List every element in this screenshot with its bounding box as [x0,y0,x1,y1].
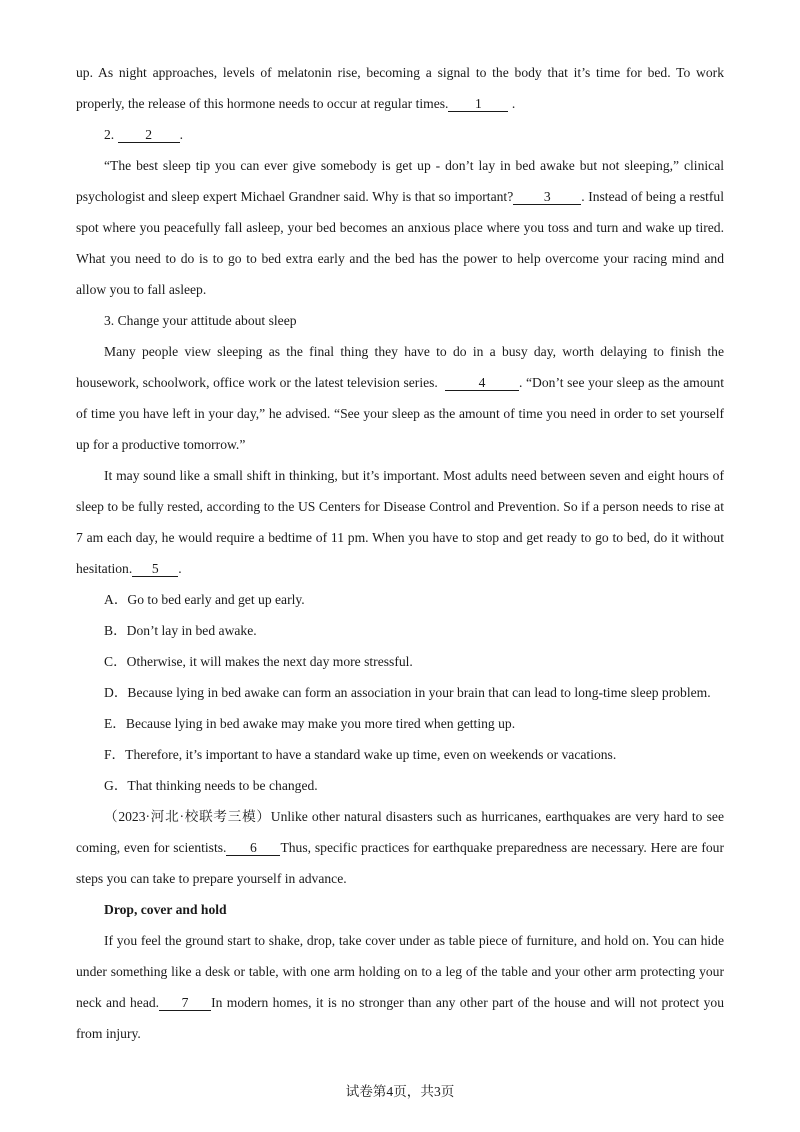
answer-blank-2[interactable]: 2 [118,127,180,143]
heading-text: . [179,127,184,142]
paragraph-attitude [76,336,724,460]
paragraph-text: Many people view sleeping as the final thing they have to do in a busy day, worth delaying to finish the housework, schoolwork, office work or the latest television series. [76,344,724,390]
option-d[interactable]: D．Because lying in bed awake can form an association in your brain that can lead to long-time sleep problem. [104,685,711,700]
option-a[interactable]: A．Go to bed early and get up early. [104,592,305,607]
option-e[interactable]: E．Because lying in bed awake may make you more tired when getting up. [104,716,516,731]
option-g[interactable]: G．That thinking needs to be changed. [104,778,318,793]
answer-blank-5[interactable]: 5 [132,561,178,577]
paragraph-text: . Instead of being a restful spot where you peacefully fall asleep, your bed becomes an anxious place where you toss and turn and wake up tired. What you need to do is to go to bed extra early and the bed has the power to help overcome your racing mind and allow you to fall asleep. [76,189,724,297]
paragraph-drop-cover [76,925,724,1049]
answer-blank-1[interactable]: 1 [448,96,508,112]
paragraph-text: Thus, specific practices for earthquake preparedness are necessary. Here are four steps you can take to prepare yourself in advance. [76,840,724,886]
answer-blank-6[interactable]: 6 [226,840,280,856]
paragraph-earthquake-intro [76,801,724,894]
answer-blank-3[interactable]: 3 [513,189,581,205]
paragraph-text: up. As night approaches, levels of melatonin rise, becoming a signal to the body that it’s time for bed. To work properly, the release of this hormone needs to occur at regular times. [76,65,724,111]
paragraph-text: . [178,561,182,576]
paragraph-text: If you feel the ground start to shake, drop, take cover under as table piece of furniture, and hold on. You can hide under something like a desk or table, with one arm holding on to a leg of the table and your other arm protecting your neck and head. [76,933,724,1010]
paragraph-melatonin [76,57,724,119]
answer-blank-4[interactable]: 4 [445,375,519,391]
paragraph-bedtime [76,460,724,584]
heading-3: 3. Change your attitude about sleep [104,313,297,328]
heading-2 [76,119,724,150]
source-tag: （2023·河北·校联考三模） [104,809,271,824]
page-footer: 试卷第4页，共3页 [345,1084,455,1099]
document-body [76,57,724,1049]
paragraph-text: It may sound like a small shift in thinking, but it’s important. Most adults need between seven and eight hours of sleep to be fully rested, according to the US Centers for Disease Control and Prevention. So if a person needs to rise at 7 am each day, he would require a bedtime of 11 pm. When you have to stop and get ready to go to bed, do it without hesitation. [76,468,724,576]
heading-number: 2. [104,127,115,142]
paragraph-text: “The best sleep tip you can ever give somebody is get up - don’t lay in bed awake but not sleeping,” clinical psychologist and sleep expert Michael Grandner said. Why is that so important? [76,158,724,204]
answer-blank-7[interactable]: 7 [159,995,211,1011]
paragraph-text: . “Don’t see your sleep as the amount of time you have left in your day,” he advised. “See your sleep as the amount of time you need in order to set yourself up for a productive tomorrow.” [76,375,724,452]
paragraph-get-up [76,150,724,305]
paragraph-text: In modern homes, it is no stronger than any other part of the house and will not protect you from injury. [76,995,724,1041]
paragraph-text: . [511,96,516,111]
option-b[interactable]: B．Don’t lay in bed awake. [104,623,257,638]
heading-drop-cover-hold: Drop, cover and hold [104,902,227,917]
option-c[interactable]: C．Otherwise, it will makes the next day more stressful. [104,654,413,669]
paragraph-text: Unlike other natural disasters such as hurricanes, earthquakes are very hard to see coming, even for scientists. [76,809,724,855]
option-f[interactable]: F．Therefore, it’s important to have a standard wake up time, even on weekends or vacations. [104,747,617,762]
